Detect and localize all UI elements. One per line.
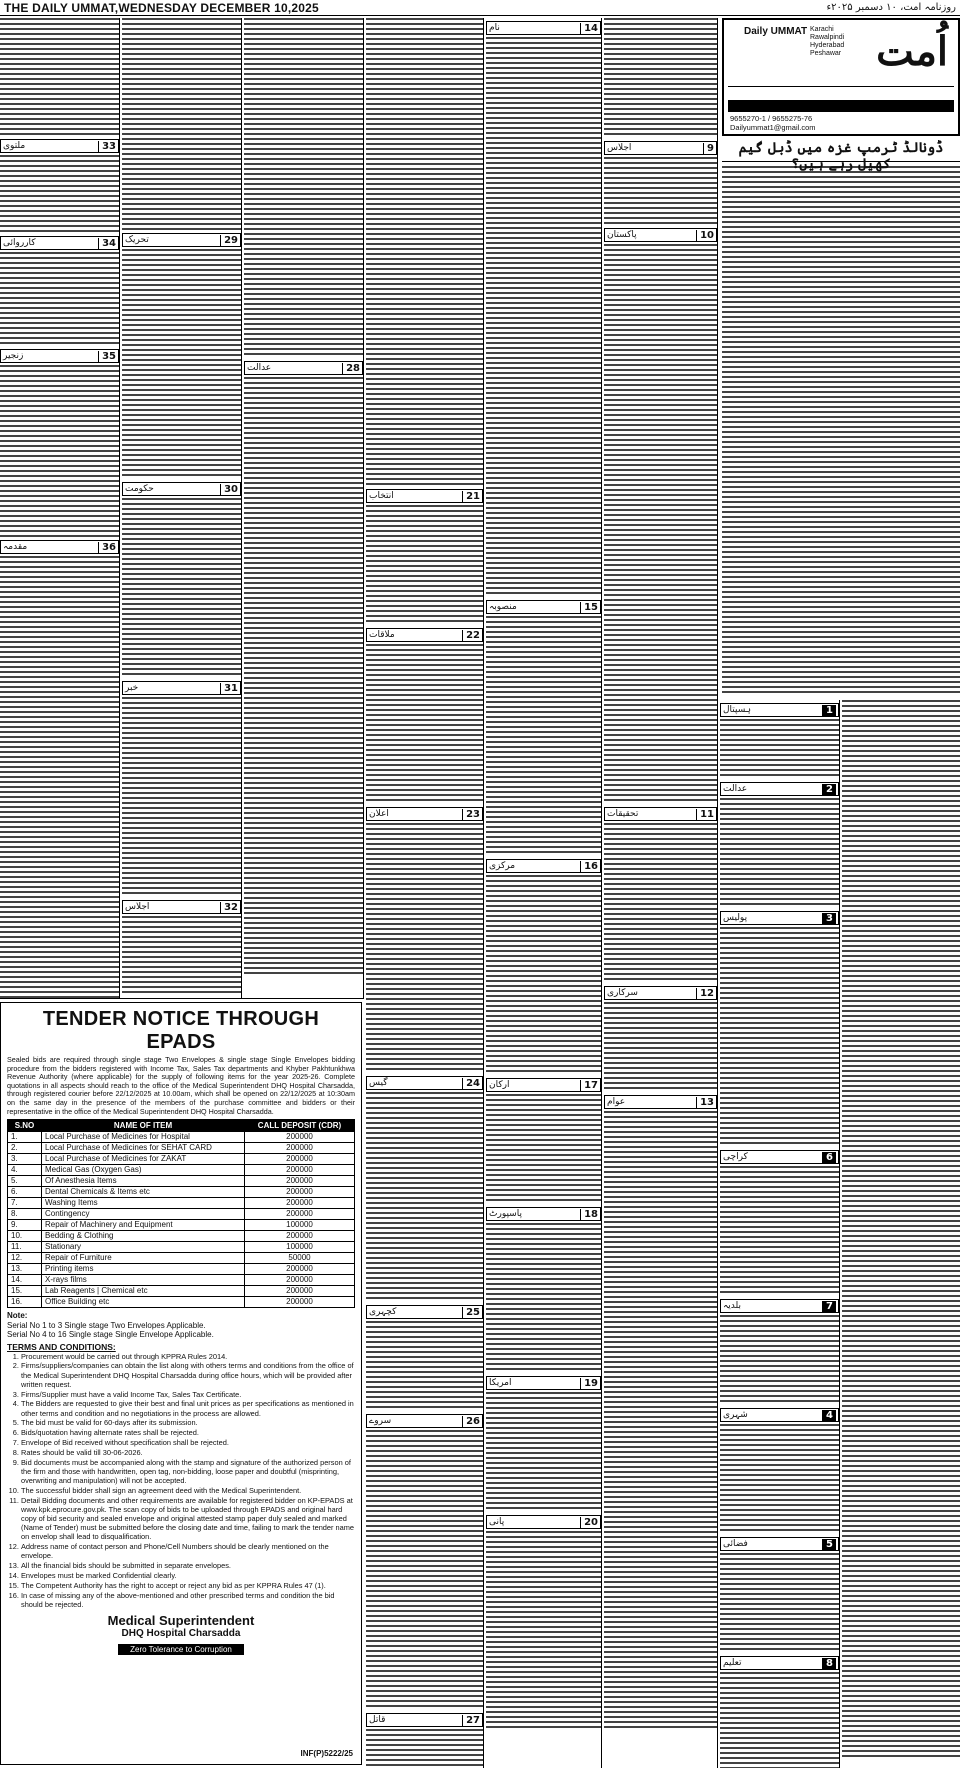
- table-row: [8, 1209, 355, 1220]
- table-cell-name: Local Purchase of Medicines for ZAKAT: [42, 1154, 245, 1165]
- table-cell-sno: 7.: [8, 1198, 42, 1209]
- table-row: [8, 1154, 355, 1165]
- table-cell-sno: 16.: [8, 1297, 42, 1308]
- term-item: 1. Procurement would be carried out through KPPRA Rules 2014.: [21, 1352, 355, 1361]
- tender-notice: [0, 1002, 362, 1765]
- col-header-item: NAME OF ITEM: [42, 1120, 245, 1132]
- table-cell-sno: 14.: [8, 1275, 42, 1286]
- table-row: [8, 1264, 355, 1275]
- table-cell-sno: 6.: [8, 1187, 42, 1198]
- article-text: [0, 155, 119, 233]
- section-header: 5 فضائی: [720, 1537, 839, 1551]
- tender-title: TENDER NOTICE THROUGH EPADS: [42, 1008, 320, 1053]
- article-text: [720, 927, 839, 1147]
- section-header: 2 عدالت: [720, 782, 839, 796]
- section-header: 6 کراچی: [720, 1150, 839, 1164]
- tender-items-table: [7, 1119, 355, 1308]
- section-header: 28 عدالت: [244, 361, 363, 375]
- col-header-cdr: CALL DEPOSIT (CDR): [245, 1120, 355, 1132]
- term-item: 11. Detail Bidding documents and other requirements are available for registered bidder on KP-EPADS at www.kpk.eprocure.gov.pk. The scan copy of bids to be uploaded through EPADS and original hard copy of bid security and sealed envelope and original attested stamp paper duly sealed and marked (Name of Tender) must be submitted before the closing date and time, failing to mark the tender name on envelop shall lead to disqualification.: [21, 1496, 355, 1542]
- article-text: [0, 556, 119, 998]
- section-header: 12 سرکاری: [604, 986, 717, 1000]
- table-row: [8, 1187, 355, 1198]
- masthead-logo: اُمت: [876, 28, 948, 75]
- table-cell-sno: 8.: [8, 1209, 42, 1220]
- table-cell-cdr: 200000: [245, 1154, 355, 1165]
- table-cell-name: Dental Chemicals & Items etc: [42, 1187, 245, 1198]
- section-header: 4 شہری: [720, 1408, 839, 1422]
- article-text: [122, 697, 241, 897]
- article-text: [720, 719, 839, 779]
- english-dateline: THE DAILY UMMAT,WEDNESDAY DECEMBER 10,2025: [4, 0, 319, 15]
- table-cell-cdr: 200000: [245, 1286, 355, 1297]
- section-header: 18 پاسپورٹ: [486, 1207, 601, 1221]
- section-header: 20 پانی: [486, 1515, 601, 1529]
- masthead-email[interactable]: Dailyummat1@gmail.com: [730, 123, 816, 132]
- table-cell-name: Of Anesthesia Items: [42, 1176, 245, 1187]
- table-cell-cdr: 200000: [245, 1231, 355, 1242]
- masthead-meta: [728, 86, 954, 98]
- section-header: 32 اجلاس: [122, 900, 241, 914]
- table-cell-name: Medical Gas (Oxygen Gas): [42, 1165, 245, 1176]
- editorial-title: ڈونالڈ ٹرمپ غزہ میں ڈبل گیم کھیل رہے ہیں؟: [722, 140, 960, 162]
- term-item: 3. Firms/Supplier must have a valid Income Tax, Sales Tax Certificate.: [21, 1390, 355, 1399]
- table-row: [8, 1242, 355, 1253]
- article-text: [366, 644, 483, 804]
- table-cell-cdr: 200000: [245, 1187, 355, 1198]
- section-header: 11 تحقیقات: [604, 807, 717, 821]
- section-header: 29 تحریک: [122, 233, 241, 247]
- section-header: 9 اجلاس: [604, 141, 717, 155]
- table-row: [8, 1286, 355, 1297]
- table-cell-name: Repair of Furniture: [42, 1253, 245, 1264]
- table-row: [8, 1231, 355, 1242]
- column-3: [244, 18, 364, 998]
- article-text: [604, 157, 717, 225]
- table-cell-sno: 9.: [8, 1220, 42, 1231]
- article-text: [366, 1321, 483, 1411]
- table-cell-name: Washing Items: [42, 1198, 245, 1209]
- section-header: 27 قاتل: [366, 1713, 483, 1727]
- terms-list: [7, 1352, 355, 1609]
- masthead-contact: 9655270-1 / 9655275-76 Dailyummat1@gmail.com: [730, 114, 816, 132]
- reference-code: INF(P)5222/25: [300, 1749, 353, 1758]
- table-row: [8, 1297, 355, 1308]
- article-text: [122, 18, 241, 230]
- table-cell-name: X-rays films: [42, 1275, 245, 1286]
- article-text: [244, 377, 363, 977]
- table-cell-cdr: 200000: [245, 1297, 355, 1308]
- section-header: 24 گیس: [366, 1076, 483, 1090]
- section-header: 21 انتخاب: [366, 489, 483, 503]
- article-text: [720, 798, 839, 908]
- article-text: [0, 365, 119, 537]
- section-header: 22 ملاقات: [366, 628, 483, 642]
- section-header: 26 سروے: [366, 1414, 483, 1428]
- article-text: [720, 1672, 839, 1768]
- section-header: 25 کچہری: [366, 1305, 483, 1319]
- term-item: 14. Envelopes must be marked Confidential clearly.: [21, 1571, 355, 1580]
- section-divider: [0, 998, 364, 999]
- signatory-title: Medical Superintendent: [107, 1613, 255, 1629]
- table-cell-cdr: 200000: [245, 1165, 355, 1176]
- signatory-block: [7, 1613, 355, 1657]
- column-5: [486, 18, 602, 1768]
- table-row: [8, 1275, 355, 1286]
- article-text: [604, 18, 717, 138]
- section-header: 8 تعلیم: [720, 1656, 839, 1670]
- table-cell-sno: 12.: [8, 1253, 42, 1264]
- page-header: [0, 0, 960, 16]
- article-text: [122, 249, 241, 479]
- article-text: [720, 1424, 839, 1534]
- masthead-cities: Karachi Rawalpindi Hyderabad Peshawar: [810, 26, 845, 57]
- table-cell-sno: 11.: [8, 1242, 42, 1253]
- section-header: 15 منصوبہ: [486, 600, 601, 614]
- column-6: [604, 18, 718, 1768]
- masthead-english-name: Daily UMMAT: [744, 26, 808, 37]
- term-item: 5. The bid must be valid for 60-days after its submission.: [21, 1418, 355, 1427]
- term-item: 12. Address name of contact person and Phone/Cell Numbers should be clearly mentioned on the envelope.: [21, 1542, 355, 1560]
- article-text: [122, 916, 241, 996]
- table-cell-name: Lab Reagents | Chemical etc: [42, 1286, 245, 1297]
- table-cell-cdr: 200000: [245, 1264, 355, 1275]
- section-header: 14 نام: [486, 21, 601, 35]
- column-7: [720, 700, 840, 1768]
- article-text: [0, 252, 119, 346]
- table-cell-sno: 2.: [8, 1143, 42, 1154]
- table-cell-cdr: 200000: [245, 1198, 355, 1209]
- table-cell-name: Repair of Machinery and Equipment: [42, 1220, 245, 1231]
- tender-intro: Sealed bids are required through single stage Two Envelopes & single stage Single Envelopes bidding procedure from the bidders registered with Income Tax, Sales Tax departments and Khyber Pakhtunkhwa Revenue Authority (where applicable) for the supply of following items for the year 2025-26. Complete quotations in all aspects should reach to the office of the Medical Superintendent DHQ Hospital Charsadda, through registered courier before 22/12/2025 at 10.00am, which shall be opened on 22/12/2025 at 10:30am on the same day in the presence of the members of the purchase committee and bidders or their representative in the office of the Medical Superintendent DHQ Hospital Charsadda.: [7, 1055, 355, 1116]
- section-header: 3 پولیس: [720, 911, 839, 925]
- table-cell-name: Printing items: [42, 1264, 245, 1275]
- column-8: [842, 700, 960, 1768]
- section-header: 35 زنجیر: [0, 349, 119, 363]
- section-header: 17 ارکان: [486, 1078, 601, 1092]
- term-item: 7. Envelope of Bid received without specification shall be rejected.: [21, 1438, 355, 1447]
- section-header: 1 ہسپتال: [720, 703, 839, 717]
- table-cell-sno: 3.: [8, 1154, 42, 1165]
- article-text: [720, 1553, 839, 1653]
- editorial-text: [722, 166, 960, 696]
- col-header-sno: S.NO: [8, 1120, 42, 1132]
- table-row: [8, 1165, 355, 1176]
- article-text: [366, 1729, 483, 1768]
- table-cell-cdr: 100000: [245, 1220, 355, 1231]
- section-header: 7 بلدیہ: [720, 1299, 839, 1313]
- term-item: 8. Rates should be valid till 30-06-2026.: [21, 1448, 355, 1457]
- table-cell-cdr: 200000: [245, 1209, 355, 1220]
- table-cell-cdr: 50000: [245, 1253, 355, 1264]
- article-text: [486, 875, 601, 1075]
- section-header: 23 اعلان: [366, 807, 483, 821]
- signatory-org: DHQ Hospital Charsadda: [121, 1628, 241, 1640]
- anti-corruption-slogan: Zero Tolerance to Corruption: [118, 1644, 244, 1655]
- article-text: [842, 700, 960, 1760]
- section-header: 30 حکومت: [122, 482, 241, 496]
- article-text: [486, 37, 601, 597]
- article-text: [604, 1111, 717, 1731]
- article-text: [244, 18, 363, 358]
- table-cell-cdr: 200000: [245, 1132, 355, 1143]
- tender-note: Note: Serial No 1 to 3 Single stage Two Envelopes Applicable. Serial No 4 to 16 Single stage Single Envelope Applicable.: [7, 1311, 214, 1340]
- article-text: [720, 1166, 839, 1296]
- section-header: 13 عوام: [604, 1095, 717, 1109]
- terms-heading: TERMS AND CONDITIONS:: [7, 1341, 116, 1352]
- table-cell-cdr: 200000: [245, 1275, 355, 1286]
- term-item: 15. The Competent Authority has the right to accept or reject any bid as per KPPRA Rules 47 (1).: [21, 1581, 355, 1590]
- section-header: 19 امریکا: [486, 1376, 601, 1390]
- term-item: 13. All the financial bids should be submitted in separate envelopes.: [21, 1561, 355, 1570]
- table-cell-name: Local Purchase of Medicines for SEHAT CARD: [42, 1143, 245, 1154]
- article-text: [604, 244, 717, 804]
- article-text: [486, 1223, 601, 1373]
- section-header: 16 مرکزی: [486, 859, 601, 873]
- table-cell-name: Stationary: [42, 1242, 245, 1253]
- section-header: 36 مقدمہ: [0, 540, 119, 554]
- table-cell-cdr: 200000: [245, 1143, 355, 1154]
- column-4: [366, 18, 484, 1768]
- article-text: [366, 505, 483, 625]
- article-text: [366, 1092, 483, 1302]
- table-cell-name: Local Purchase of Medicines for Hospital: [42, 1132, 245, 1143]
- column-1: [0, 18, 120, 998]
- article-text: [122, 498, 241, 678]
- article-text: [486, 616, 601, 856]
- table-cell-sno: 10.: [8, 1231, 42, 1242]
- table-cell-sno: 15.: [8, 1286, 42, 1297]
- section-header: 31 خبر: [122, 681, 241, 695]
- table-cell-cdr: 100000: [245, 1242, 355, 1253]
- term-item: 9. Bid documents must be accompanied along with the stamp and signature of the authorized person of the firm and those with handwritten, open tag, non-bidding, loose paper and doubtful (misprinting, overwriting and manipulation) will not be accepted.: [21, 1458, 355, 1486]
- article-text: [486, 1094, 601, 1204]
- article-text: [604, 823, 717, 983]
- column-2: [122, 18, 242, 998]
- table-cell-sno: 5.: [8, 1176, 42, 1187]
- term-item: 2. Firms/suppliers/companies can obtain the list along with others terms and conditions from the office of the Medical Superintendent DHQ Hospital Charsadda during office hours, which will be provided after written request.: [21, 1361, 355, 1389]
- term-item: 6. Bids/quotation having alternate rates shall be rejected.: [21, 1428, 355, 1437]
- term-item: 4. The Bidders are requested to give their best and final unit prices as per specifications as mentioned in other terms and condition and no negotiations in the process are allowed.: [21, 1399, 355, 1417]
- article-text: [366, 18, 483, 486]
- article-text: [486, 1392, 601, 1512]
- article-text: [366, 823, 483, 1073]
- term-item: 10. The successful bidder shall sign an agreement deed with the Medical Superintendent.: [21, 1486, 355, 1495]
- section-header: 34 کارروائی: [0, 236, 119, 250]
- article-text: [0, 18, 119, 136]
- table-cell-name: Contingency: [42, 1209, 245, 1220]
- article-text: [720, 1315, 839, 1405]
- table-cell-sno: 1.: [8, 1132, 42, 1143]
- table-row: [8, 1132, 355, 1143]
- masthead: [722, 18, 960, 136]
- table-row: [8, 1253, 355, 1264]
- table-cell-sno: 13.: [8, 1264, 42, 1275]
- table-cell-name: Bedding & Clothing: [42, 1231, 245, 1242]
- table-cell-cdr: 200000: [245, 1176, 355, 1187]
- urdu-dateline: روزنامہ امت، ۱۰ دسمبر ۲۰۲۵ء: [826, 2, 956, 13]
- table-row: [8, 1143, 355, 1154]
- table-cell-sno: 4.: [8, 1165, 42, 1176]
- article-text: [604, 1002, 717, 1092]
- article-text: [366, 1430, 483, 1710]
- section-header: 10 پاکستان: [604, 228, 717, 242]
- table-row: [8, 1176, 355, 1187]
- term-item: 16. In case of missing any of the above-mentioned and other prescribed terms and condition the bid should be rejected.: [21, 1591, 355, 1609]
- masthead-strip: [728, 100, 954, 112]
- table-row: [8, 1220, 355, 1231]
- table-cell-name: Office Building etc: [42, 1297, 245, 1308]
- table-row: [8, 1198, 355, 1209]
- article-text: [486, 1531, 601, 1731]
- section-header: 33 ملتوی: [0, 139, 119, 153]
